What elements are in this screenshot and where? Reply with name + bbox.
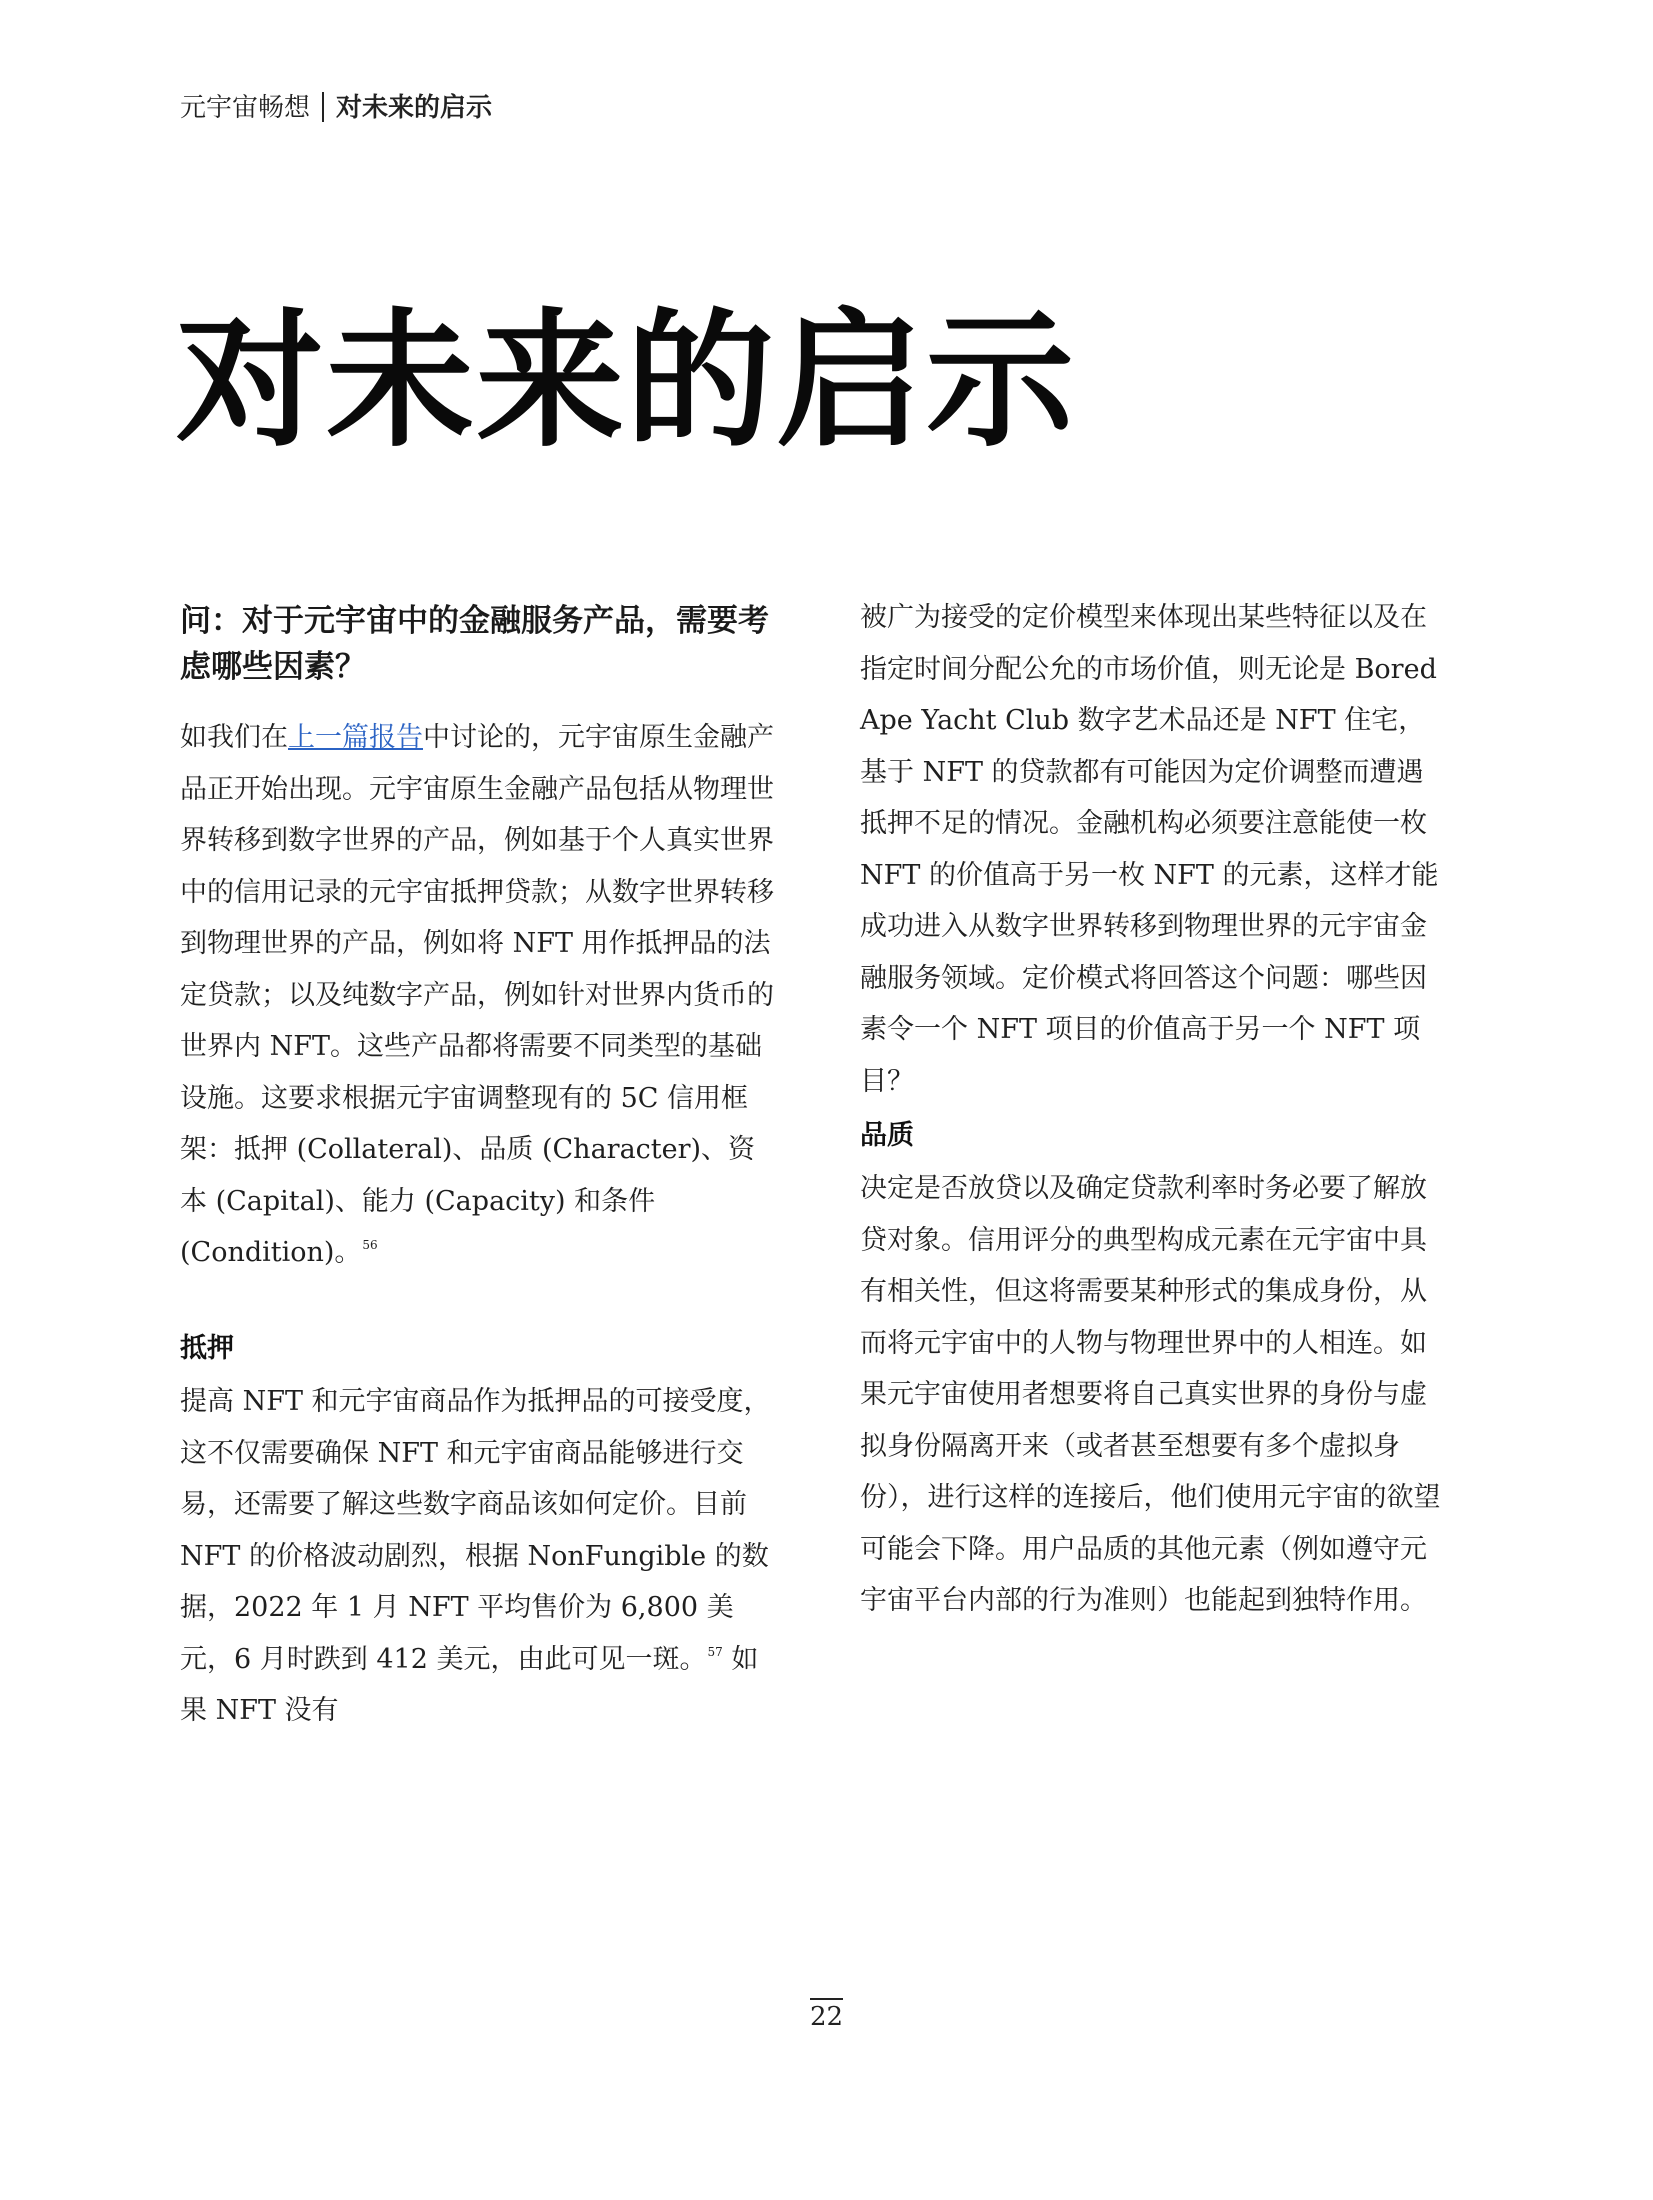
page-number-text: 22 [810, 1998, 843, 2032]
footnote-ref-56[interactable]: 56 [362, 1238, 378, 1252]
collateral-text: 提高 NFT 和元宇宙商品作为抵押品的可接受度，这不仅需要确保 NFT 和元宇宙商品能够进行交易，还需要了解这些数字商品该如何定价。目前 NFT 的价格波动剧烈，根据 NonFungible 的数据，2022 年 1 月 NFT 平均售价为 6,800 美元，6 月时跌到 412 美元，由此可见一斑。 [180, 1386, 771, 1675]
header-divider [322, 92, 324, 122]
collateral-text-continued: 如果 NFT 没有 [180, 1643, 759, 1726]
page-number [0, 1998, 1653, 2032]
collateral-heading: 抵押 [180, 1333, 234, 1364]
question-heading: 问：对于元宇宙中的金融服务产品，需要考虑哪些因素？ [180, 603, 769, 685]
previous-report-link[interactable]: 上一篇报告 [288, 722, 423, 753]
header-section: 元宇宙畅想 [180, 93, 311, 123]
header-title: 对未来的启示 [336, 93, 493, 123]
collateral-paragraph [180, 1376, 782, 1737]
running-header [180, 92, 492, 123]
character-heading: 品质 [860, 1120, 914, 1151]
intro-paragraph [180, 712, 782, 1279]
continuation-paragraph: 被广为接受的定价模型来体现出某些特征以及在指定时间分配公允的市场价值，则无论是 Bored Ape Yacht Club 数字艺术品还是 NFT 住宅，基于 NFT 的贷款都有可能因为定价调整而遭遇抵押不足的情况。金融机构必须要注意能使一枚 NFT 的价值高于另一枚 NFT 的元素，这样才能成功进入从数字世界转移到物理世界的元宇宙金融服务领域。定价模式将回答这个问题：哪些因素令一个 NFT 项目的价值高于另一个 NFT 项目？ [860, 602, 1439, 1097]
footnote-ref-57[interactable]: 57 [707, 1644, 723, 1659]
intro-text-after-link: 中讨论的，元宇宙原生金融产品正开始出现。元宇宙原生金融产品包括从物理世界转移到数字世界的产品，例如基于个人真实世界中的信用记录的元宇宙抵押贷款；从数字世界转移到物理世界的产品，例如将 NFT 用作抵押品的法定贷款；以及纯数字产品，例如针对世界内货币的世界内 NFT。这些产品都将需要不同类型的基础设施。这要求根据元宇宙调整现有的 5C 信用框架：抵押 (Collateral)、品质 (Character)、资本 (Capital)、能力 (Capacity) 和条件 (Condition)。 [180, 722, 774, 1268]
character-paragraph: 决定是否放贷以及确定贷款利率时务必要了解放贷对象。信用评分的典型构成元素在元宇宙中具有相关性，但这将需要某种形式的集成身份，从而将元宇宙中的人物与物理世界中的人相连。如果元宇宙使用者想要将自己真实世界的身份与虚拟身份隔离开来（或者甚至想要有多个虚拟身份），进行这样的连接后，他们使用元宇宙的欲望可能会下降。用户品质的其他元素（例如遵守元宇宙平台内部的行为准则）也能起到独特作用。 [860, 1173, 1441, 1616]
page-title: 对未来的启示 [176, 293, 1076, 468]
intro-text-before-link: 如我们在 [180, 722, 288, 753]
